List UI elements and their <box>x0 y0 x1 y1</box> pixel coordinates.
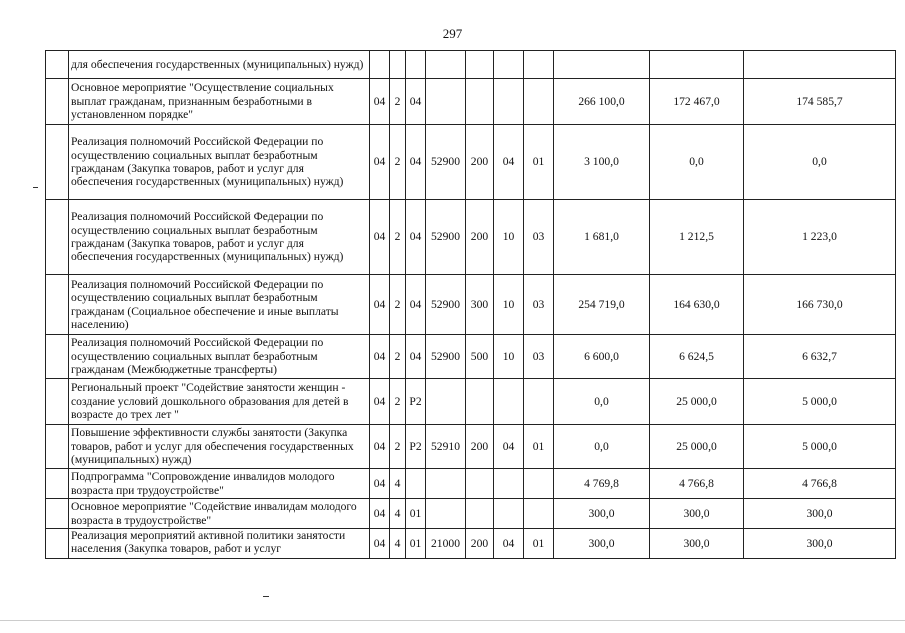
row-code-c5: 200 <box>466 200 494 275</box>
table-body <box>46 51 896 559</box>
table-row <box>46 529 896 559</box>
row-code-c6: 10 <box>494 275 524 335</box>
row-code-c7 <box>524 499 554 529</box>
row-code-c7: 01 <box>524 425 554 469</box>
row-margin-cell <box>46 499 69 529</box>
row-code-c6 <box>494 79 524 125</box>
row-value-v2: 1 212,5 <box>650 200 744 275</box>
row-value-v3: 300,0 <box>744 529 896 559</box>
row-code-c5 <box>466 499 494 529</box>
row-value-v3: 166 730,0 <box>744 275 896 335</box>
row-code-c2: 2 <box>390 200 406 275</box>
row-code-c2: 4 <box>390 529 406 559</box>
row-code-c5: 200 <box>466 425 494 469</box>
row-name-cell: Подпрограмма "Сопровождение инвалидов молодого возраста при трудоустройстве" <box>69 469 370 499</box>
row-value-v1 <box>554 51 650 79</box>
row-value-v1: 1 681,0 <box>554 200 650 275</box>
row-code-c1: 04 <box>370 335 390 379</box>
row-code-c6: 04 <box>494 529 524 559</box>
row-name-cell: Основное мероприятие "Содействие инвалидам молодого возраста в трудоустройстве" <box>69 499 370 529</box>
row-value-v1: 300,0 <box>554 529 650 559</box>
row-code-c5 <box>466 469 494 499</box>
row-code-c4 <box>426 51 466 79</box>
row-code-c6: 04 <box>494 425 524 469</box>
row-margin-cell <box>46 379 69 425</box>
row-margin-cell <box>46 335 69 379</box>
row-name-cell: для обеспечения государственных (муниципальных) нужд) <box>69 51 370 79</box>
row-value-v2: 300,0 <box>650 529 744 559</box>
row-name-cell: Реализация мероприятий активной политики занятости населения (Закупка товаров, работ и услуг <box>69 529 370 559</box>
row-code-c6: 10 <box>494 200 524 275</box>
row-code-c4 <box>426 379 466 425</box>
row-code-c1: 04 <box>370 79 390 125</box>
row-margin-cell <box>46 275 69 335</box>
row-code-c2: 2 <box>390 425 406 469</box>
table-row <box>46 379 896 425</box>
row-code-c4: 52900 <box>426 200 466 275</box>
row-code-c5: 200 <box>466 529 494 559</box>
table-row <box>46 499 896 529</box>
row-name-cell: Региональный проект "Содействие занятости женщин - создание условий дошкольного образования для детей в возрасте до трех лет " <box>69 379 370 425</box>
row-value-v3: 300,0 <box>744 499 896 529</box>
row-code-c7: 01 <box>524 529 554 559</box>
row-code-c3: P2 <box>406 425 426 469</box>
row-code-c4 <box>426 499 466 529</box>
row-code-c4: 52910 <box>426 425 466 469</box>
row-code-c4 <box>426 79 466 125</box>
row-value-v3 <box>744 51 896 79</box>
row-code-c5: 300 <box>466 275 494 335</box>
row-code-c3: 04 <box>406 275 426 335</box>
row-code-c2: 2 <box>390 125 406 200</box>
page-edge <box>0 620 905 621</box>
row-value-v2: 25 000,0 <box>650 379 744 425</box>
row-code-c7: 03 <box>524 335 554 379</box>
row-value-v1: 4 769,8 <box>554 469 650 499</box>
row-code-c4: 52900 <box>426 335 466 379</box>
row-code-c3 <box>406 51 426 79</box>
row-code-c7: 01 <box>524 125 554 200</box>
row-code-c7 <box>524 379 554 425</box>
row-value-v2: 300,0 <box>650 499 744 529</box>
row-margin-cell <box>46 425 69 469</box>
row-code-c1: 04 <box>370 379 390 425</box>
row-value-v2: 25 000,0 <box>650 425 744 469</box>
row-code-c7: 03 <box>524 200 554 275</box>
row-value-v1: 266 100,0 <box>554 79 650 125</box>
row-code-c6 <box>494 51 524 79</box>
row-code-c4 <box>426 469 466 499</box>
row-value-v2: 0,0 <box>650 125 744 200</box>
scan-speck <box>263 596 269 597</box>
row-value-v2: 6 624,5 <box>650 335 744 379</box>
row-value-v3: 5 000,0 <box>744 425 896 469</box>
row-margin-cell <box>46 469 69 499</box>
row-code-c7 <box>524 79 554 125</box>
row-value-v2: 172 467,0 <box>650 79 744 125</box>
row-code-c1: 04 <box>370 499 390 529</box>
row-value-v3: 6 632,7 <box>744 335 896 379</box>
row-code-c6: 04 <box>494 125 524 200</box>
row-value-v1: 300,0 <box>554 499 650 529</box>
row-name-cell: Основное мероприятие "Осуществление социальных выплат гражданам, признанным безработными в установленном порядке" <box>69 79 370 125</box>
budget-table <box>45 50 896 559</box>
row-value-v3: 174 585,7 <box>744 79 896 125</box>
row-value-v1: 254 719,0 <box>554 275 650 335</box>
table-row <box>46 425 896 469</box>
row-code-c1 <box>370 51 390 79</box>
table-row <box>46 335 896 379</box>
table-row <box>46 469 896 499</box>
row-code-c3: 01 <box>406 499 426 529</box>
row-value-v1: 0,0 <box>554 379 650 425</box>
row-value-v1: 3 100,0 <box>554 125 650 200</box>
row-margin-cell <box>46 79 69 125</box>
row-name-cell: Реализация полномочий Российской Федерации по осуществлению социальных выплат безработным гражданам (Закупка товаров, работ и услуг для обеспечения государственных (муниципальных) нужд) <box>69 125 370 200</box>
row-code-c3 <box>406 469 426 499</box>
row-value-v2: 164 630,0 <box>650 275 744 335</box>
row-value-v1: 0,0 <box>554 425 650 469</box>
row-code-c2: 2 <box>390 335 406 379</box>
row-code-c3: 01 <box>406 529 426 559</box>
row-code-c6 <box>494 379 524 425</box>
row-code-c6 <box>494 499 524 529</box>
row-code-c6 <box>494 469 524 499</box>
row-code-c1: 04 <box>370 275 390 335</box>
row-code-c5: 200 <box>466 125 494 200</box>
row-code-c7: 03 <box>524 275 554 335</box>
row-code-c2 <box>390 51 406 79</box>
row-code-c5 <box>466 79 494 125</box>
row-value-v1: 6 600,0 <box>554 335 650 379</box>
row-code-c1: 04 <box>370 200 390 275</box>
row-code-c1: 04 <box>370 125 390 200</box>
row-value-v3: 1 223,0 <box>744 200 896 275</box>
row-code-c2: 2 <box>390 379 406 425</box>
row-margin-cell <box>46 125 69 200</box>
row-code-c1: 04 <box>370 469 390 499</box>
row-code-c3: 04 <box>406 200 426 275</box>
row-name-cell: Повышение эффективности службы занятости (Закупка товаров, работ и услуг для обеспечения государственных (муниципальных) нужд) <box>69 425 370 469</box>
row-code-c3: P2 <box>406 379 426 425</box>
row-value-v2 <box>650 51 744 79</box>
row-code-c2: 2 <box>390 275 406 335</box>
row-name-cell: Реализация полномочий Российской Федерации по осуществлению социальных выплат безработным гражданам (Закупка товаров, работ и услуг для обеспечения государственных (муниципальных) нужд) <box>69 200 370 275</box>
row-code-c5: 500 <box>466 335 494 379</box>
row-value-v3: 5 000,0 <box>744 379 896 425</box>
row-value-v2: 4 766,8 <box>650 469 744 499</box>
row-margin-cell <box>46 200 69 275</box>
row-code-c2: 4 <box>390 469 406 499</box>
row-margin-cell <box>46 529 69 559</box>
row-code-c5 <box>466 51 494 79</box>
page-number: 297 <box>442 26 463 41</box>
row-code-c6: 10 <box>494 335 524 379</box>
row-value-v3: 0,0 <box>744 125 896 200</box>
row-code-c4: 52900 <box>426 125 466 200</box>
row-code-c3: 04 <box>406 125 426 200</box>
table-row <box>46 200 896 275</box>
table-row <box>46 51 896 79</box>
row-code-c7 <box>524 51 554 79</box>
row-margin-cell <box>46 51 69 79</box>
row-code-c7 <box>524 469 554 499</box>
table-row <box>46 275 896 335</box>
row-code-c1: 04 <box>370 529 390 559</box>
row-code-c3: 04 <box>406 335 426 379</box>
row-name-cell: Реализация полномочий Российской Федерации по осуществлению социальных выплат безработным гражданам (Социальное обеспечение и иные выплаты населению) <box>69 275 370 335</box>
row-value-v3: 4 766,8 <box>744 469 896 499</box>
scan-speck <box>33 187 38 188</box>
row-code-c4: 21000 <box>426 529 466 559</box>
row-code-c3: 04 <box>406 79 426 125</box>
row-code-c5 <box>466 379 494 425</box>
row-code-c2: 4 <box>390 499 406 529</box>
row-name-cell: Реализация полномочий Российской Федерации по осуществлению социальных выплат безработным гражданам (Межбюджетные трансферты) <box>69 335 370 379</box>
row-code-c2: 2 <box>390 79 406 125</box>
row-code-c1: 04 <box>370 425 390 469</box>
table-row <box>46 79 896 125</box>
table-row <box>46 125 896 200</box>
row-code-c4: 52900 <box>426 275 466 335</box>
